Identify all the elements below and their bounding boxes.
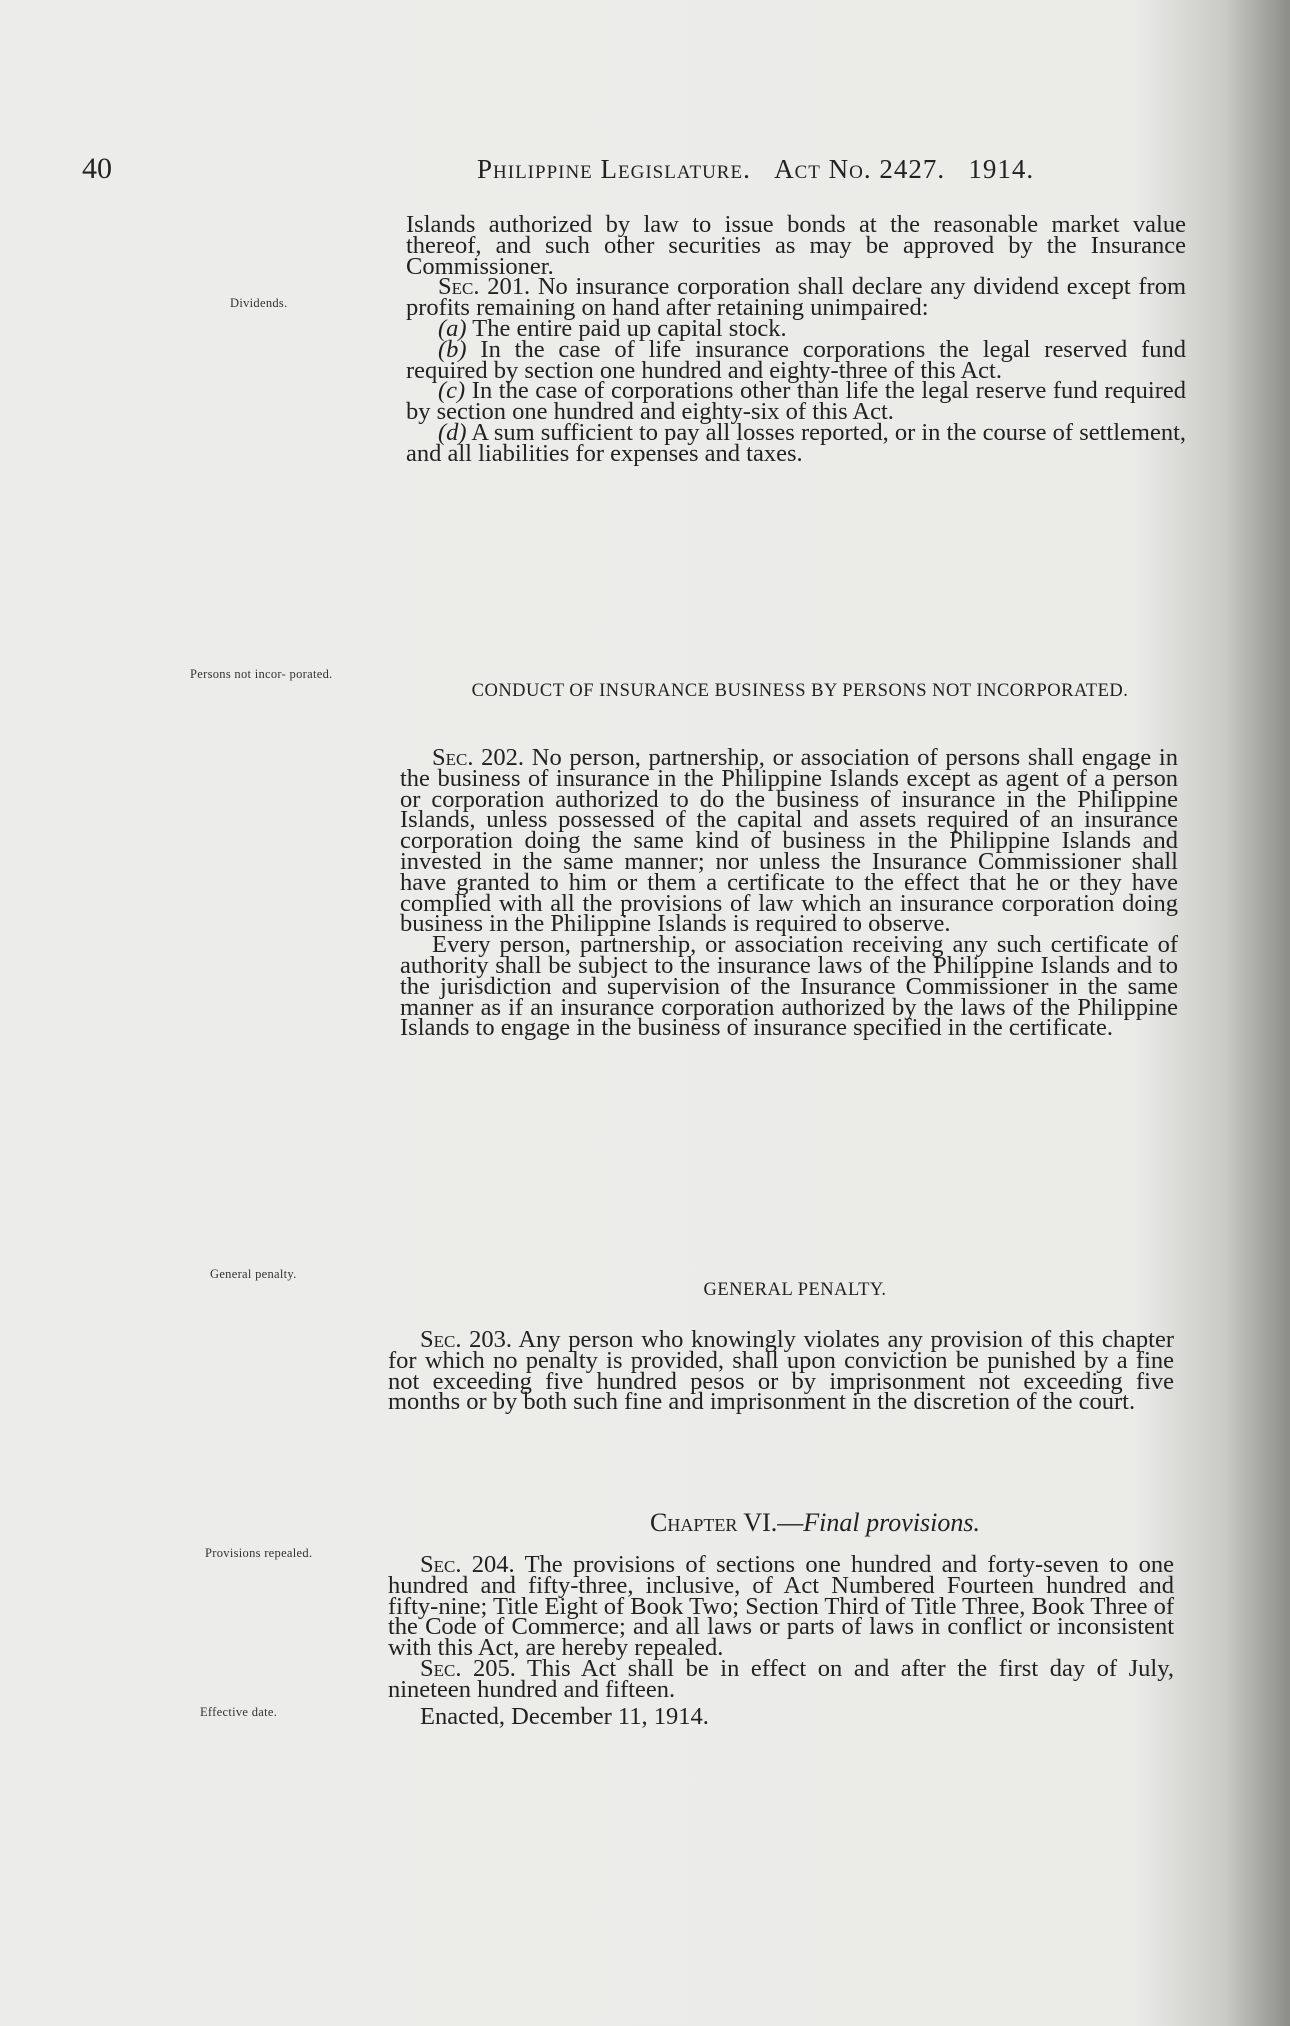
running-head-year: 1914.: [968, 154, 1035, 184]
sec-205-label: Sec. 205.: [420, 1654, 516, 1682]
item-d: [406, 418, 1187, 467]
sec-204-text: The provisions of sections one hundred and forty-seven to one hundred and fifty-three, inclusive, of Act Numbered Fourteen hundred and fifty-nine; Title Eight of Book Two; Section Third of Title Three, Book Three of the Code of Commerce; and all laws or parts of laws in conflict or inconsistent with this Act, are hereby repealed.: [388, 1551, 1174, 1662]
item-a-label: (a): [438, 314, 467, 342]
item-b-text: In the case of life insurance corporations the legal reserved fund required by section one hundred and eighty-three of this Act.: [406, 335, 1186, 384]
running-head: [477, 154, 1034, 185]
sec-205-text: This Act shall be in effect on and after the first day of July, nineteen hundred and fifteen.: [388, 1654, 1174, 1703]
heading-general-penalty: GENERAL PENALTY.: [703, 1280, 887, 1300]
chapter-label: Chapter VI.—: [649, 1508, 804, 1537]
item-c-label: (c): [438, 377, 466, 405]
item-c: [406, 377, 1186, 426]
page-header: [82, 152, 1132, 192]
continuation-paragraph: Islands authorized by law to issue bonds at the reasonable market value thereof, and such other securities as may be approved by the Insurance Commissioner.: [406, 211, 1186, 280]
sec-202-label: Sec. 202.: [432, 744, 525, 771]
item-d-text: A sum sufficient to pay all losses reported, or in the course of settlement, and all liabilities for expenses and taxes.: [406, 418, 1187, 467]
item-b-label: (b): [438, 335, 467, 363]
running-head-title: Philippine Legislature.: [477, 154, 751, 184]
running-head-act: Act No. 2427.: [774, 154, 946, 184]
chapter-heading: [440, 1508, 1190, 1538]
item-b: [406, 335, 1186, 384]
enacted-line: Enacted, December 11, 1914.: [420, 1702, 709, 1730]
sec-202-paragraph: [400, 744, 1178, 938]
sec-203-paragraph: [388, 1326, 1174, 1416]
page-number: 40: [82, 152, 112, 185]
sec-203-text: Any person who knowingly violates any provision of this chapter for which no penalty is provided, shall upon conviction be punished by a fine not exceeding five hundred pesos or by imprisonment not exceeding five months or by both such fine and imprisonment in the discretion of the court.: [388, 1326, 1174, 1416]
sec-204-paragraph: [388, 1551, 1174, 1662]
sec-201-paragraph: [406, 273, 1186, 322]
text-block-sec-202: [400, 744, 1178, 1042]
heading-conduct-of-insurance-business: CONDUCT OF INSURANCE BUSINESS BY PERSONS NOT INCORPORATED.: [471, 681, 1129, 701]
margin-note-provisions-repealed: Provisions repealed.: [205, 1546, 313, 1560]
chapter-title: Final provisions.: [803, 1508, 981, 1537]
margin-note-persons-not-incorporated: Persons not incor- porated.: [190, 667, 333, 681]
sec-202-text: No person, partnership, or association of persons shall engage in the business of insurance in the Philippine Islands except as agent of a person or corporation authorized to do the business of insurance in the Philippine Islands, unless possessed of the capital and assets required of an insurance corporation doing the same kind of business in the Philippine Islands and invested in the same manner; nor unless the Insurance Commissioner shall have granted to him or them a certificate to the effect that he or they have complied with all the provisions of law which an insurance corporation doing business in the Philippine Islands is required to observe.: [400, 744, 1178, 938]
margin-note-dividends: Dividends.: [230, 296, 288, 310]
sec-204-label: Sec. 204.: [420, 1551, 515, 1578]
sec-201-text: No insurance corporation shall declare any dividend except from profits remaining on hand after retaining unimpaired:: [406, 273, 1186, 322]
sec-205-paragraph: [388, 1654, 1174, 1703]
item-c-text: In the case of corporations other than life the legal reserve fund required by section one hundred and eighty-six of this Act.: [406, 377, 1186, 426]
text-block-sec-204-205: [388, 1551, 1174, 1730]
item-a-text: The entire paid up capital stock.: [472, 314, 787, 342]
sec-202-second-paragraph: Every person, partnership, or association receiving any such certificate of authority shall be subject to the insurance laws of the Philippine Islands and to the jurisdiction and supervision of the Insurance Commissioner in the same manner as if an insurance corporation authorized by the laws of the Philippine Islands to engage in the business of insurance specified in the certificate.: [400, 931, 1178, 1042]
sec-203-label: Sec. 203.: [420, 1326, 513, 1353]
margin-note-effective-date: Effective date.: [200, 1705, 278, 1719]
sec-201-label: Sec. 201.: [438, 273, 531, 301]
text-block-sec-203: [388, 1326, 1174, 1416]
text-block-sec-201: [406, 211, 1187, 467]
item-d-label: (d): [438, 418, 467, 446]
margin-note-general-penalty: General penalty.: [210, 1267, 297, 1281]
